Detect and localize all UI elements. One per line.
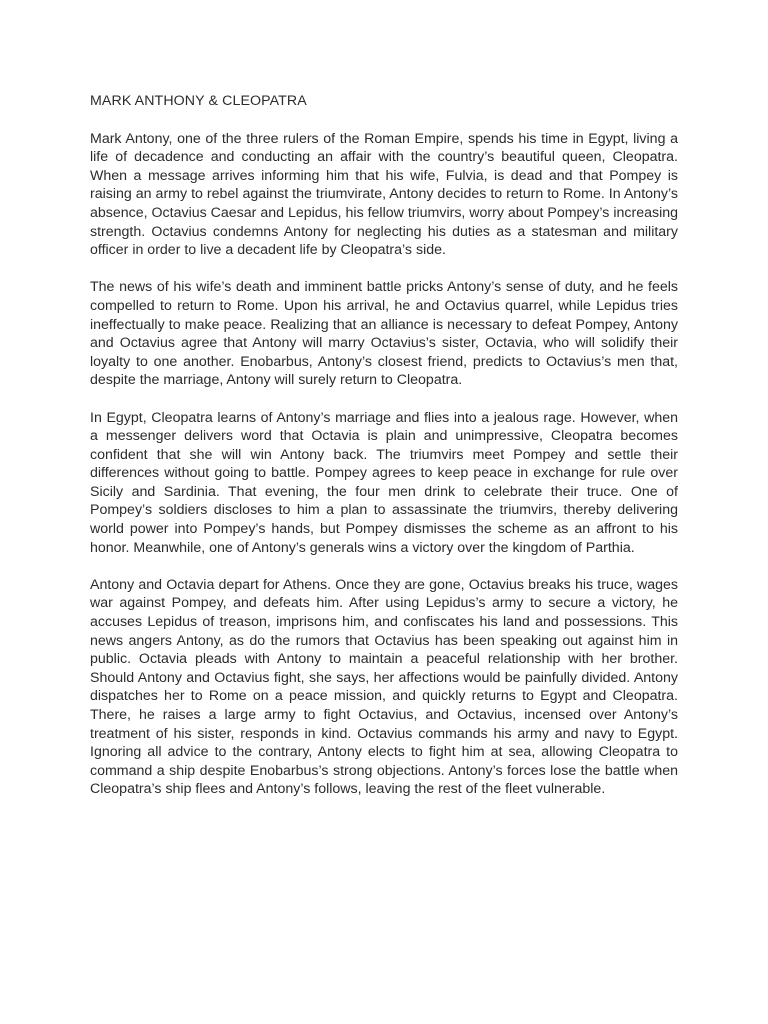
document-title: MARK ANTHONY & CLEOPATRA xyxy=(90,93,307,109)
paragraph-2: The news of his wife’s death and imminent battle pricks Antony’s sense of duty, and he feels compelled to return to Rome. Upon his arrival, he and Octavius quarrel, while Lepidus tries ineffectually to make peace. Realizing that an alliance is necessary to defeat Pompey, Antony and Octavius agree that Antony will marry Octavius’s sister, Octavia, who will solidify their loyalty to one another. Enobarbus, Antony’s closest friend, predicts to Octavius’s men that, despite the marriage, Antony will surely return to Cleopatra. xyxy=(90,279,678,389)
document-page xyxy=(90,92,678,799)
paragraph-1: Mark Antony, one of the three rulers of the Roman Empire, spends his time in Egypt, living a life of decadence and conducting an affair with the country’s beautiful queen, Cleopatra. When a message arrives informing him that his wife, Fulvia, is dead and that Pompey is raising an army to rebel against the triumvirate, Antony decides to return to Rome. In Antony’s absence, Octavius Caesar and Lepidus, his fellow triumvirs, worry about Pompey’s increasing strength. Octavius condemns Antony for neglecting his duties as a statesman and military officer in order to live a decadent life by Cleopatra’s side. xyxy=(90,130,679,259)
paragraph-3: In Egypt, Cleopatra learns of Antony’s marriage and flies into a jealous rage. However, when a messenger delivers word that Octavia is plain and unimpressive, Cleopatra becomes confident that she will win Antony back. The triumvirs meet Pompey and settle their differences without going to battle. Pompey agrees to keep peace in exchange for rule over Sicily and Sardinia. That evening, the four men drink to celebrate their truce. One of Pompey’s soldiers discloses to him a plan to assassinate the triumvirs, thereby delivering world power into Pompey’s hands, but Pompey dismisses the scheme as an affront to his honor. Meanwhile, one of Antony’s generals wins a victory over the kingdom of Parthia. xyxy=(90,409,678,556)
paragraph-4: Antony and Octavia depart for Athens. Once they are gone, Octavius breaks his truce, wages war against Pompey, and defeats him. After using Lepidus’s army to secure a victory, he accuses Lepidus of treason, imprisons him, and confiscates his land and possessions. This news angers Antony, as do the rumors that Octavius has been speaking out against him in public. Octavia pleads with Antony to maintain a peaceful relationship with her brother. Should Antony and Octavius fight, she says, her affections would be painfully divided. Antony dispatches her to Rome on a peace mission, and quickly returns to Egypt and Cleopatra. There, he raises a large army to fight Octavius, and Octavius, incensed over Antony’s treatment of his sister, responds in kind. Octavius commands his army and navy to Egypt. Ignoring all advice to the contrary, Antony elects to fight him at sea, allowing Cleopatra to command a ship despite Enobarbus’s strong objections. Antony’s forces lose the battle when Cleopatra’s ship flees and Antony’s follows, leaving the rest of the fleet vulnerable. xyxy=(90,576,678,798)
